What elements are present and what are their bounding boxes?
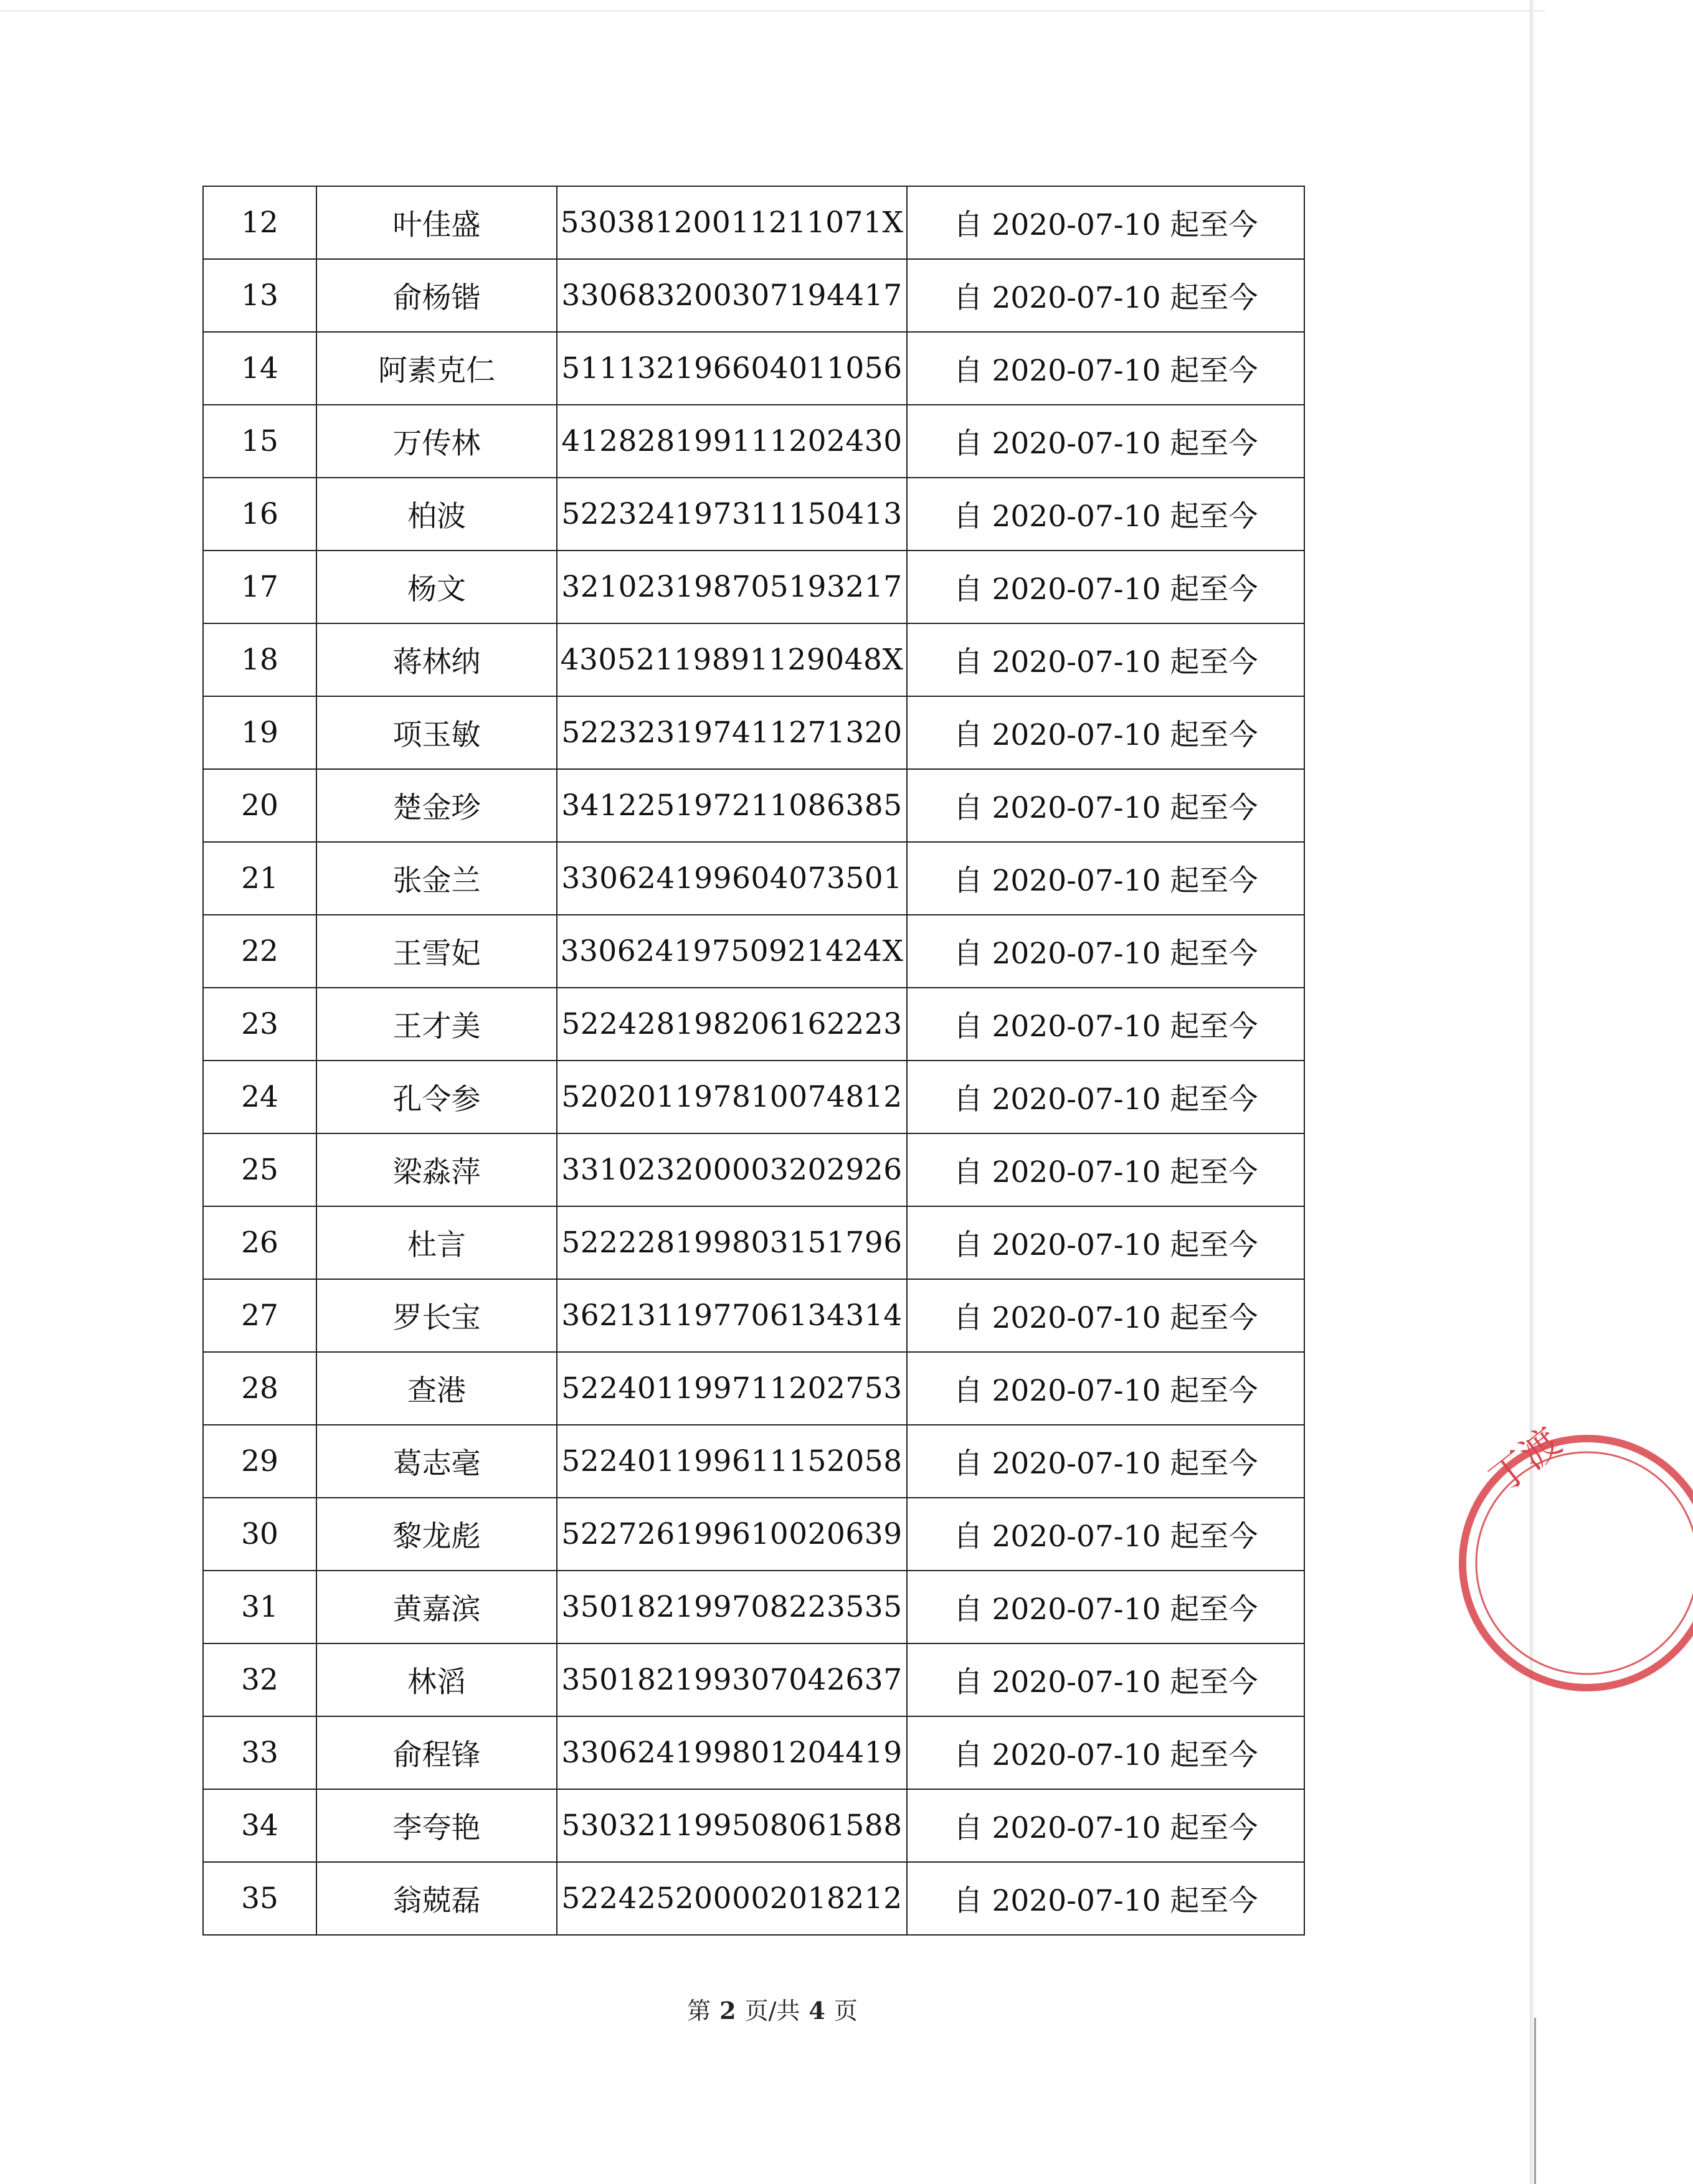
employment-period: 自 2020-07-10 起至今 — [907, 186, 1304, 259]
employment-period: 自 2020-07-10 起至今 — [907, 1789, 1304, 1862]
person-name: 李夸艳 — [316, 1789, 557, 1862]
row-number: 12 — [203, 186, 316, 259]
id-number: 330683200307194417 — [557, 259, 907, 332]
table-row — [203, 1498, 1304, 1571]
person-name: 叶佳盛 — [316, 186, 557, 259]
table-row — [203, 1789, 1304, 1862]
row-number: 24 — [203, 1061, 316, 1133]
scan-top-edge — [0, 10, 1545, 12]
table-row — [203, 1279, 1304, 1352]
id-number: 522324197311150413 — [557, 478, 907, 551]
row-number: 35 — [203, 1862, 316, 1935]
row-number: 13 — [203, 259, 316, 332]
person-name: 林滔 — [316, 1643, 557, 1716]
id-number: 53038120011211071X — [557, 186, 907, 259]
employment-period: 自 2020-07-10 起至今 — [907, 405, 1304, 478]
person-name: 张金兰 — [316, 842, 557, 915]
row-number: 26 — [203, 1206, 316, 1279]
scan-right-edge — [1530, 0, 1534, 2184]
id-number: 362131197706134314 — [557, 1279, 907, 1352]
person-name: 查港 — [316, 1352, 557, 1425]
person-name: 黄嘉滨 — [316, 1571, 557, 1643]
row-number: 23 — [203, 988, 316, 1061]
id-number: 522401199611152058 — [557, 1425, 907, 1498]
person-name: 王才美 — [316, 988, 557, 1061]
id-number: 412828199111202430 — [557, 405, 907, 478]
row-number: 31 — [203, 1571, 316, 1643]
row-number: 32 — [203, 1643, 316, 1716]
table-row — [203, 1716, 1304, 1789]
employment-period: 自 2020-07-10 起至今 — [907, 1862, 1304, 1935]
table-row — [203, 478, 1304, 551]
employment-period: 自 2020-07-10 起至今 — [907, 332, 1304, 405]
person-name: 葛志毫 — [316, 1425, 557, 1498]
row-number: 25 — [203, 1133, 316, 1206]
id-number: 330624199604073501 — [557, 842, 907, 915]
id-number: 522228199803151796 — [557, 1206, 907, 1279]
employment-period: 自 2020-07-10 起至今 — [907, 551, 1304, 623]
personnel-table — [202, 186, 1305, 1936]
personnel-table-body — [203, 186, 1304, 1935]
row-number: 15 — [203, 405, 316, 478]
employment-period: 自 2020-07-10 起至今 — [907, 696, 1304, 769]
table-row — [203, 623, 1304, 696]
table-row — [203, 988, 1304, 1061]
table-row — [203, 259, 1304, 332]
table-row — [203, 1862, 1304, 1935]
table-row — [203, 769, 1304, 842]
scan-right-shadow — [1534, 2018, 1536, 2184]
table-row — [203, 1571, 1304, 1643]
row-number: 28 — [203, 1352, 316, 1425]
employment-period: 自 2020-07-10 起至今 — [907, 1352, 1304, 1425]
table-row — [203, 1425, 1304, 1498]
id-number: 350182199708223535 — [557, 1571, 907, 1643]
id-number: 522323197411271320 — [557, 696, 907, 769]
person-name: 阿素克仁 — [316, 332, 557, 405]
row-number: 14 — [203, 332, 316, 405]
employment-period: 自 2020-07-10 起至今 — [907, 1279, 1304, 1352]
person-name: 杜言 — [316, 1206, 557, 1279]
id-number: 522401199711202753 — [557, 1352, 907, 1425]
table-row — [203, 1061, 1304, 1133]
person-name: 黎龙彪 — [316, 1498, 557, 1571]
row-number: 22 — [203, 915, 316, 988]
table-row — [203, 332, 1304, 405]
id-number: 522428198206162223 — [557, 988, 907, 1061]
table-row — [203, 186, 1304, 259]
seal-lettering: 丁渡 — [1481, 1418, 1570, 1502]
id-number: 511132196604011056 — [557, 332, 907, 405]
id-number: 321023198705193217 — [557, 551, 907, 623]
person-name: 翁兢磊 — [316, 1862, 557, 1935]
id-number: 520201197810074812 — [557, 1061, 907, 1133]
employment-period: 自 2020-07-10 起至今 — [907, 1716, 1304, 1789]
footer-prefix: 第 — [687, 1997, 711, 2025]
id-number: 331023200003202926 — [557, 1133, 907, 1206]
row-number: 27 — [203, 1279, 316, 1352]
row-number: 20 — [203, 769, 316, 842]
person-name: 杨文 — [316, 551, 557, 623]
person-name: 罗长宝 — [316, 1279, 557, 1352]
id-number: 530321199508061588 — [557, 1789, 907, 1862]
footer-middle: 页/共 — [744, 1997, 800, 2025]
person-name: 楚金珍 — [316, 769, 557, 842]
person-name: 俞杨锴 — [316, 259, 557, 332]
footer-total-pages: 4 — [809, 1997, 825, 2025]
row-number: 29 — [203, 1425, 316, 1498]
table-row — [203, 1352, 1304, 1425]
table-row — [203, 1206, 1304, 1279]
employment-period: 自 2020-07-10 起至今 — [907, 769, 1304, 842]
id-number: 522425200002018212 — [557, 1862, 907, 1935]
employment-period: 自 2020-07-10 起至今 — [907, 1498, 1304, 1571]
table-row — [203, 696, 1304, 769]
row-number: 18 — [203, 623, 316, 696]
row-number: 30 — [203, 1498, 316, 1571]
employment-period: 自 2020-07-10 起至今 — [907, 1571, 1304, 1643]
table-row — [203, 1133, 1304, 1206]
footer-suffix: 页 — [833, 1997, 858, 2025]
employment-period: 自 2020-07-10 起至今 — [907, 842, 1304, 915]
row-number: 21 — [203, 842, 316, 915]
id-number: 522726199610020639 — [557, 1498, 907, 1571]
row-number: 19 — [203, 696, 316, 769]
row-number: 17 — [203, 551, 316, 623]
person-name: 孔令参 — [316, 1061, 557, 1133]
employment-period: 自 2020-07-10 起至今 — [907, 915, 1304, 988]
person-name: 蒋林纳 — [316, 623, 557, 696]
table-row — [203, 915, 1304, 988]
employment-period: 自 2020-07-10 起至今 — [907, 1133, 1304, 1206]
person-name: 项玉敏 — [316, 696, 557, 769]
person-name: 王雪妃 — [316, 915, 557, 988]
employment-period: 自 2020-07-10 起至今 — [907, 259, 1304, 332]
page-footer — [0, 1992, 1545, 2026]
employment-period: 自 2020-07-10 起至今 — [907, 478, 1304, 551]
id-number: 330624199801204419 — [557, 1716, 907, 1789]
table-row — [203, 1643, 1304, 1716]
footer-page-number: 2 — [719, 1997, 736, 2025]
employment-period: 自 2020-07-10 起至今 — [907, 1061, 1304, 1133]
table-row — [203, 842, 1304, 915]
employment-period: 自 2020-07-10 起至今 — [907, 1425, 1304, 1498]
employment-period: 自 2020-07-10 起至今 — [907, 1206, 1304, 1279]
id-number: 350182199307042637 — [557, 1643, 907, 1716]
id-number: 341225197211086385 — [557, 769, 907, 842]
id-number: 43052119891129048X — [557, 623, 907, 696]
row-number: 33 — [203, 1716, 316, 1789]
row-number: 34 — [203, 1789, 316, 1862]
employment-period: 自 2020-07-10 起至今 — [907, 623, 1304, 696]
employment-period: 自 2020-07-10 起至今 — [907, 1643, 1304, 1716]
person-name: 万传林 — [316, 405, 557, 478]
employment-period: 自 2020-07-10 起至今 — [907, 988, 1304, 1061]
person-name: 柏波 — [316, 478, 557, 551]
red-seal-stamp — [1444, 1401, 1693, 1725]
table-row — [203, 405, 1304, 478]
row-number: 16 — [203, 478, 316, 551]
person-name: 梁淼萍 — [316, 1133, 557, 1206]
person-name: 俞程锋 — [316, 1716, 557, 1789]
table-row — [203, 551, 1304, 623]
id-number: 33062419750921424X — [557, 915, 907, 988]
